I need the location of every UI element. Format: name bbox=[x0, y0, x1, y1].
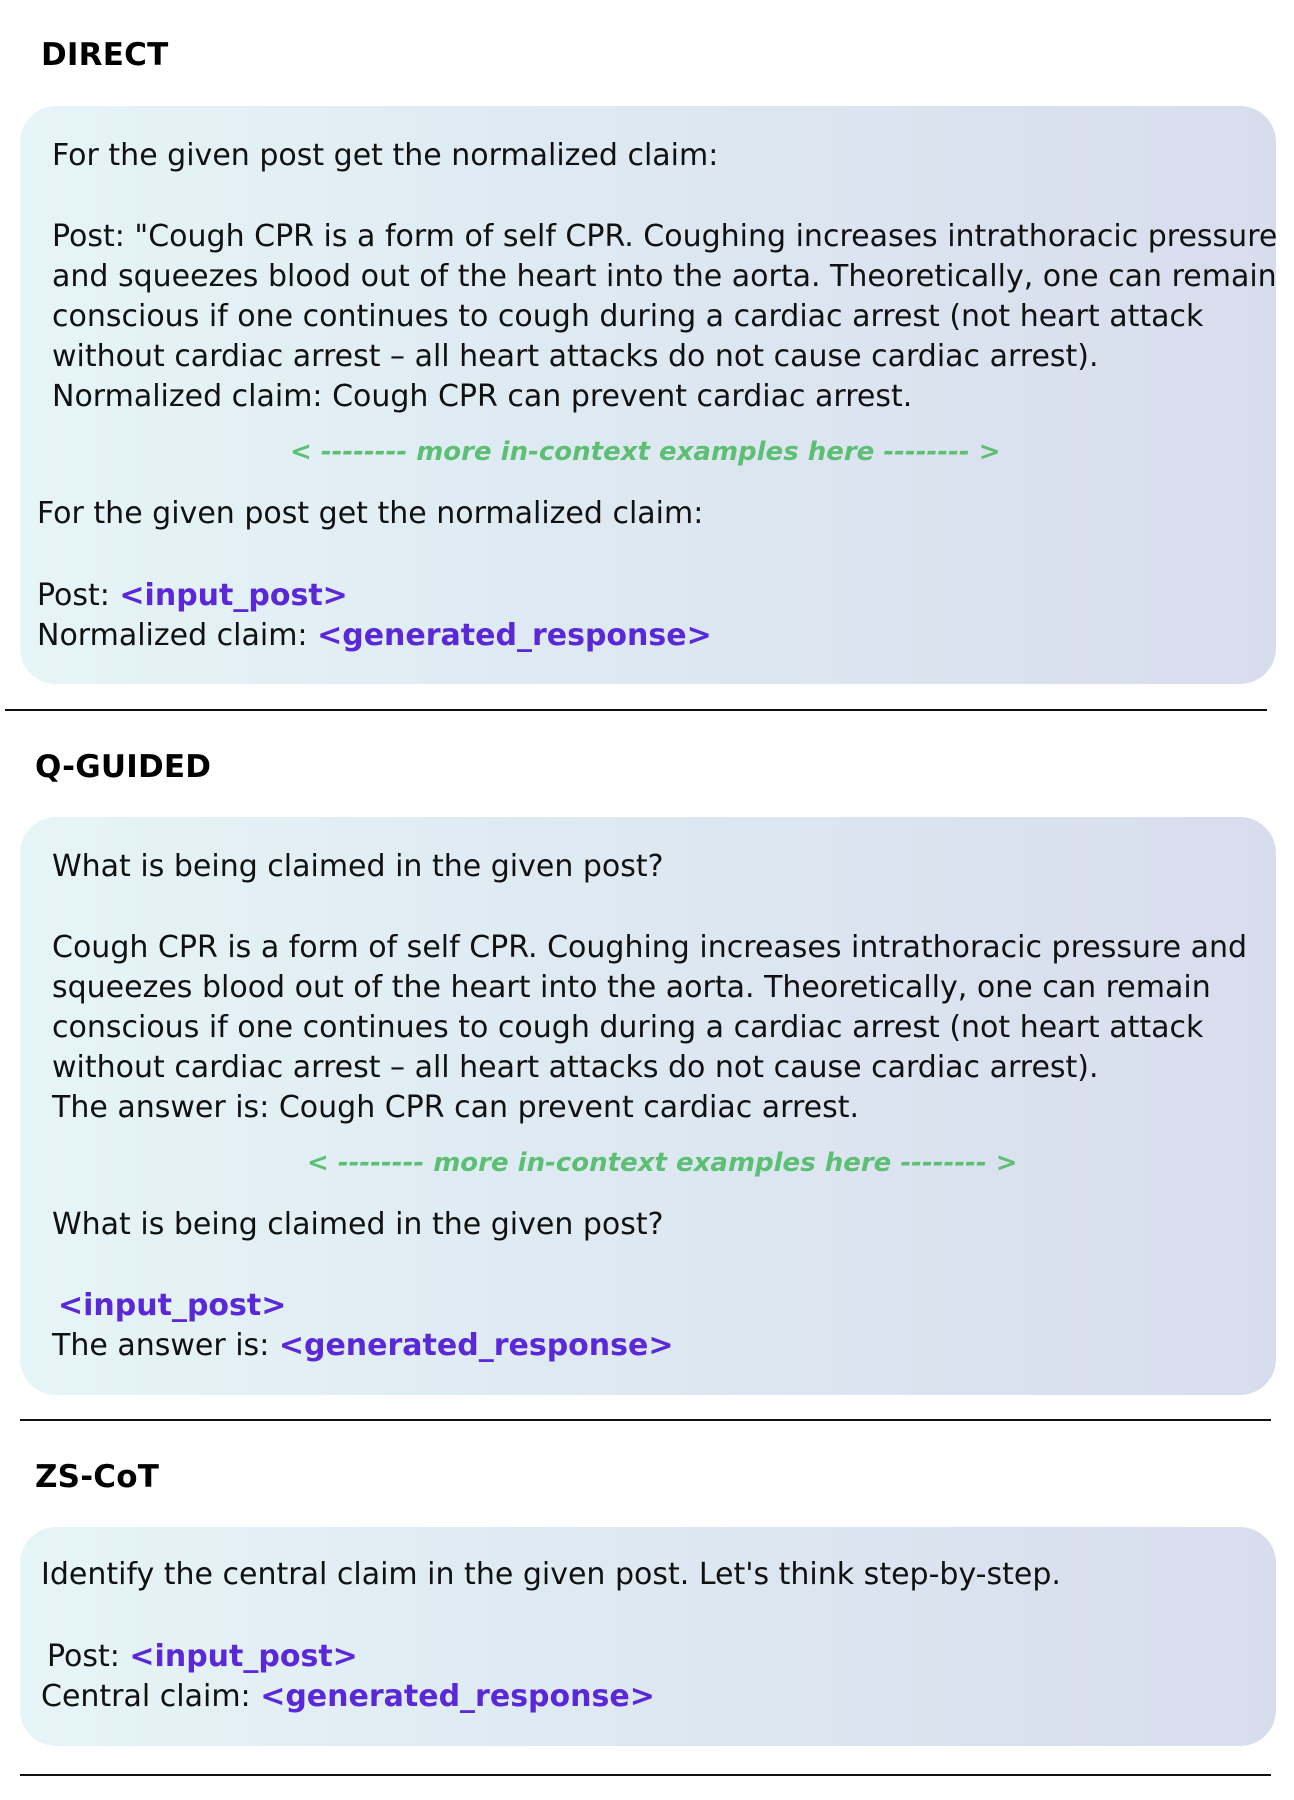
section-title-zs-cot: ZS-CoT bbox=[35, 1459, 160, 1495]
example-line: and squeezes blood out of the heart into the aorta. Theoretically, one can remain bbox=[52, 259, 1277, 294]
input-line bbox=[47, 1637, 358, 1677]
instruction-text: What is being claimed in the given post? bbox=[52, 849, 664, 884]
output-line bbox=[52, 1326, 674, 1366]
output-line bbox=[37, 616, 712, 656]
example-line: Post: "Cough CPR is a form of self CPR. Coughing increases intrathoracic pressure bbox=[52, 219, 1278, 254]
input-line bbox=[37, 576, 348, 616]
output-label: Central claim: bbox=[41, 1679, 261, 1714]
output-label: The answer is: bbox=[52, 1328, 279, 1363]
input-post-placeholder: <input_post> bbox=[58, 1288, 287, 1323]
section-title-q-guided: Q-GUIDED bbox=[35, 749, 212, 785]
instruction-text: For the given post get the normalized claim: bbox=[52, 138, 719, 173]
example-line: without cardiac arrest – all heart attacks do not cause cardiac arrest). bbox=[52, 339, 1099, 374]
example-line: The answer is: Cough CPR can prevent cardiac arrest. bbox=[52, 1090, 860, 1125]
generated-response-placeholder: <generated_response> bbox=[317, 618, 712, 653]
generated-response-placeholder: <generated_response> bbox=[278, 1328, 674, 1363]
input-label: Post: bbox=[37, 578, 120, 613]
section-divider bbox=[5, 709, 1267, 711]
more-examples-note: < -------- more in-context examples here -------- > bbox=[307, 1148, 1018, 1178]
output-label: Normalized claim: bbox=[37, 618, 318, 653]
generated-response-placeholder: <generated_response> bbox=[260, 1679, 655, 1714]
example-line: conscious if one continues to cough during a cardiac arrest (not heart attack bbox=[52, 1010, 1204, 1045]
input-line bbox=[58, 1286, 286, 1326]
example-line: without cardiac arrest – all heart attacks do not cause cardiac arrest). bbox=[52, 1050, 1099, 1085]
example-line: Normalized claim: Cough CPR can prevent cardiac arrest. bbox=[52, 379, 913, 414]
output-line bbox=[41, 1677, 655, 1717]
section-divider bbox=[20, 1419, 1271, 1421]
input-label: Post: bbox=[47, 1639, 130, 1674]
input-post-placeholder: <input_post> bbox=[129, 1639, 358, 1674]
instruction-text: Identify the central claim in the given post. Let's think step-by-step. bbox=[41, 1557, 1061, 1592]
more-examples-note: < -------- more in-context examples here -------- > bbox=[290, 437, 1001, 467]
input-post-placeholder: <input_post> bbox=[119, 578, 348, 613]
section-title-direct: DIRECT bbox=[41, 37, 169, 73]
section-divider bbox=[20, 1774, 1271, 1776]
query-instruction-text: For the given post get the normalized claim: bbox=[37, 496, 704, 531]
query-instruction-text: What is being claimed in the given post? bbox=[52, 1207, 664, 1242]
example-line: conscious if one continues to cough during a cardiac arrest (not heart attack bbox=[52, 299, 1204, 334]
example-line: Cough CPR is a form of self CPR. Coughing increases intrathoracic pressure and bbox=[52, 930, 1248, 965]
example-line: squeezes blood out of the heart into the aorta. Theoretically, one can remain bbox=[52, 970, 1211, 1005]
